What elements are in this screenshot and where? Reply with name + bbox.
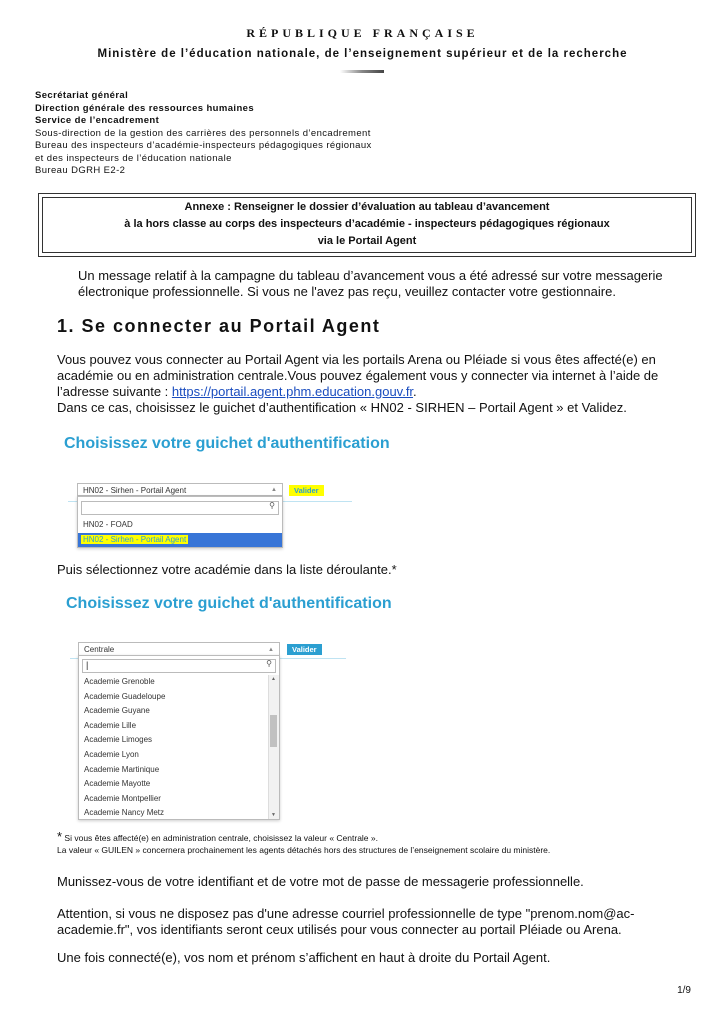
footnote <box>57 831 550 856</box>
select-value: Centrale <box>84 645 115 654</box>
paragraph-line: académie ou en administration centrale.Vous pouvez également vous y connecter via internet à l’aide de <box>57 368 659 383</box>
portail-link[interactable]: https://portail.agent.phm.education.gouv.fr <box>171 384 414 399</box>
service-line: Bureau DGRH E2-2 <box>35 165 126 176</box>
footnote-star: * <box>57 829 63 844</box>
caret-up-icon: ▲ <box>268 647 274 653</box>
academie-option[interactable]: Academie Martinique <box>84 764 160 774</box>
academie-option[interactable]: Academie Limoges <box>84 735 153 745</box>
service-block <box>35 90 372 178</box>
paragraph-line: Attention, si vous ne disposez pas d'une adresse courriel professionnelle de type "prenom.nom@ac- <box>57 906 635 921</box>
annex-line: via le Portail Agent <box>317 235 417 247</box>
academie-option[interactable]: Academie Grenoble <box>84 677 155 686</box>
service-line: et des inspecteurs de l’éducation nationale <box>35 152 232 164</box>
screenshot-title: Choisissez votre guichet d'authentification <box>66 595 392 612</box>
select-value: HN02 - Sirhen - Portail Agent <box>83 486 187 495</box>
academie-select[interactable] <box>78 642 280 656</box>
scrollbar[interactable] <box>268 675 279 819</box>
text: Si vous êtes affecté(e) en administration centrale, choisissez la valeur « Centrale ». <box>62 833 378 843</box>
dropdown-search-input[interactable] <box>82 659 276 673</box>
service-line: Direction générale des ressources humaines <box>35 102 255 114</box>
scroll-up-icon[interactable]: ▲ <box>271 676 276 682</box>
footnote-line <box>57 831 550 844</box>
scroll-down-icon[interactable]: ▼ <box>271 812 276 818</box>
dropdown-option-selected[interactable] <box>78 533 282 547</box>
option-label: HN02 - Sirhen - Portail Agent <box>83 535 187 544</box>
screenshot-title: Choisissez votre guichet d'authentification <box>64 435 390 452</box>
academie-option[interactable]: Academie Guadeloupe <box>84 691 166 701</box>
dropdown-search-input[interactable] <box>81 501 279 515</box>
intro-paragraph <box>78 268 663 300</box>
paragraph-line: Dans ce cas, choisissez le guichet d’authentification « HN02 - SIRHEN – Portail Agent » et Validez. <box>57 400 627 415</box>
intro-line: Un message relatif à la campagne du tableau d’avancement vous a été adressé sur votre messagerie <box>78 268 663 283</box>
academie-option[interactable]: Academie Mayotte <box>84 779 151 789</box>
header-divider <box>340 70 384 73</box>
valider-button[interactable]: Valider <box>287 644 322 655</box>
academie-option[interactable]: Academie Nancy Metz <box>84 808 165 818</box>
paragraph-line: academie.fr", vos identifiants seront ceux utilisés pour vous connecter au portail Pléiade ou Arena. <box>57 922 622 937</box>
munissez-paragraph: Munissez-vous de votre identifiant et de votre mot de passe de messagerie professionnelle. <box>57 874 584 889</box>
caret-up-icon: ▲ <box>271 487 277 493</box>
republique-francaise: RÉPUBLIQUE FRANÇAISE <box>246 26 479 40</box>
annex-line: Annexe : Renseigner le dossier d’évaluation au tableau d’avancement <box>184 201 550 213</box>
search-icon: ⚲ <box>266 659 272 668</box>
connect-paragraph <box>57 352 658 416</box>
academie-dropdown <box>78 655 280 820</box>
valider-button[interactable]: Valider <box>289 485 324 496</box>
academie-option[interactable]: Academie Guyane <box>84 706 150 716</box>
search-icon: ⚲ <box>269 501 275 510</box>
text-cursor: | <box>86 660 89 670</box>
dropdown-option[interactable]: HN02 - FOAD <box>83 520 133 529</box>
paragraph-line <box>57 384 658 400</box>
ministere-title: Ministère de l’éducation nationale, de l’enseignement supérieur et de la recherche <box>97 48 628 60</box>
academie-option[interactable]: Academie Montpellier <box>84 793 161 803</box>
service-line: Bureau des inspecteurs d’académie-inspecteurs pédagogiques régionaux <box>35 140 372 151</box>
annex-box <box>38 193 696 257</box>
page-number: 1/9 <box>677 985 691 996</box>
academie-options <box>79 675 269 820</box>
attention-paragraph <box>57 906 634 938</box>
footnote-line: La valeur « GUILEN » concernera prochainement les agents détachés hors des structures de l’enseignement scolaire du ministère. <box>57 845 551 855</box>
scrollbar-thumb[interactable] <box>270 715 277 747</box>
service-line: Sous-direction de la gestion des carrières des personnels d’encadrement <box>35 127 371 139</box>
guichet-dropdown <box>77 496 283 548</box>
text: . <box>413 384 417 399</box>
academie-instruction: Puis sélectionnez votre académie dans la liste déroulante.* <box>57 562 397 577</box>
service-line: Secrétariat général <box>35 90 129 101</box>
intro-line: électronique professionnelle. Si vous ne l'avez pas reçu, veuillez contacter votre gestionnaire. <box>78 284 616 299</box>
annex-line: à la hors classe au corps des inspecteurs d’académie - inspecteurs pédagogiques régionaux <box>124 218 610 230</box>
paragraph-line: Vous pouvez vous connecter au Portail Agent via les portails Arena ou Pléiade si vous êtes affecté(e) en <box>57 352 656 367</box>
connecte-paragraph: Une fois connecté(e), vos nom et prénom s’affichent en haut à droite du Portail Agent. <box>57 950 551 965</box>
academie-option[interactable]: Academie Lille <box>84 720 137 730</box>
academie-option[interactable]: Academie Lyon <box>84 749 139 759</box>
guichet-select[interactable] <box>77 483 283 496</box>
text: l’adresse suivante : <box>57 384 172 399</box>
section-title: 1. Se connecter au Portail Agent <box>57 316 381 336</box>
service-line: Service de l’encadrement <box>35 115 160 126</box>
